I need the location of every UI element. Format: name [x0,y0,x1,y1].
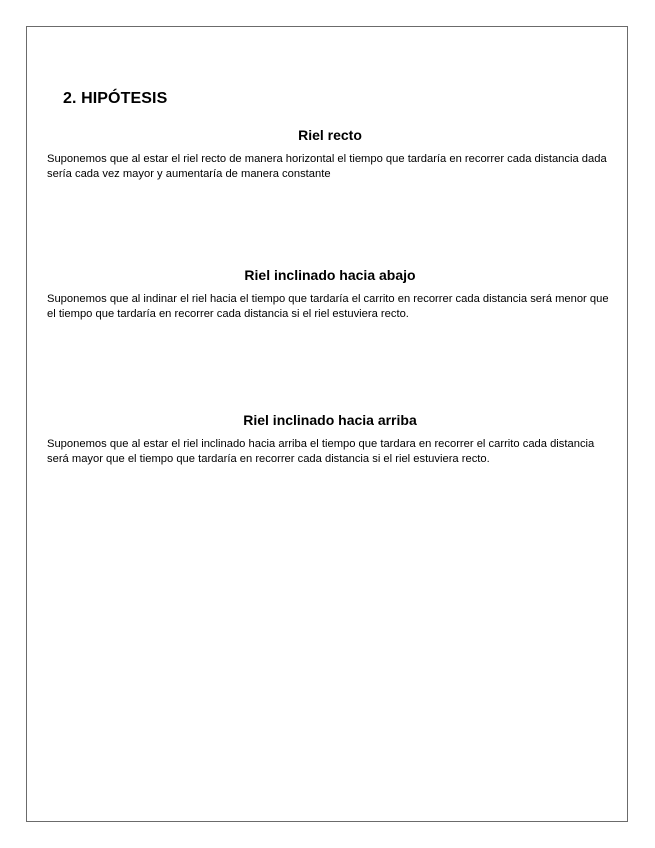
section-heading: 2. HIPÓTESIS [63,90,168,107]
section-paragraph: Suponemos que al indinar el riel hacia el tiempo que tardaría el carrito en recorrer cada distancia será menor que el tiempo que tardaría en recorrer cada distancia si el riel estuviera recto. [47,293,609,320]
section-riel-recto [47,127,613,182]
section-paragraph: Suponemos que al estar el riel recto de manera horizontal el tiempo que tardaría en recorrer cada distancia dada sería cada vez mayor y aumentaría de manera constante [47,153,607,180]
section-riel-inclinado-abajo [47,267,613,322]
section-paragraph: Suponemos que al estar el riel inclinado hacia arriba el tiempo que tardara en recorrer el carrito cada distancia será mayor que el tiempo que tardaría en recorrer cada distancia si el riel estuviera recto. [47,438,595,465]
section-title: Riel recto [298,127,362,143]
document-page [26,26,628,822]
section-title: Riel inclinado hacia arriba [243,412,417,428]
section-title: Riel inclinado hacia abajo [244,267,416,283]
section-riel-inclinado-arriba [47,412,613,467]
